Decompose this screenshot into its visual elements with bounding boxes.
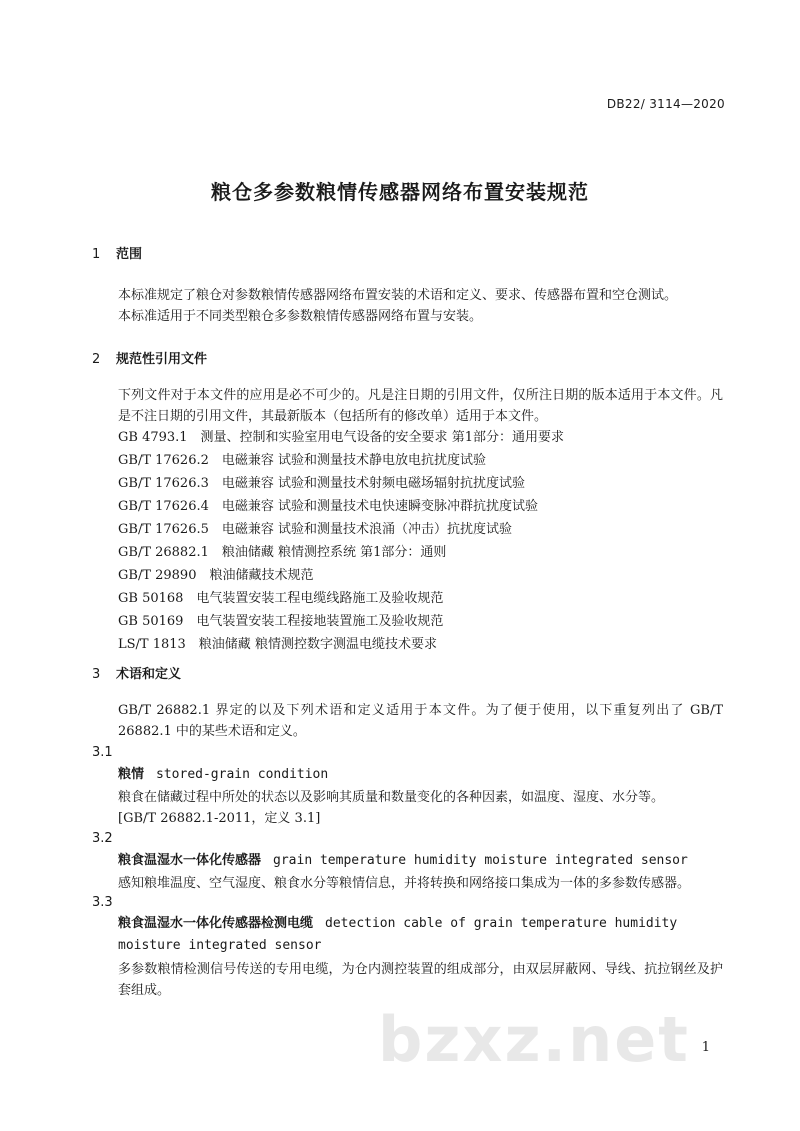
term-source: [GB/T 26882.1-2011，定义 3.1] — [118, 811, 321, 826]
term-definition-block — [118, 787, 723, 829]
reference-item: GB/T 17626.5 电磁兼容 试验和测量技术浪涌（冲击）抗扰度试验 — [118, 522, 513, 537]
term-chinese: 粮食温湿水一体化传感器检测电缆 — [118, 916, 314, 931]
term-english: grain temperature humidity moisture integrated sensor — [273, 853, 688, 868]
section-number: 3 — [92, 667, 101, 682]
clause-number: 3.2 — [92, 831, 113, 846]
section-number: 1 — [92, 247, 101, 262]
term-definition-block — [118, 959, 723, 1001]
term-definition-block — [118, 873, 723, 894]
reference-item: GB 50169 电气装置安装工程接地装置施工及验收规范 — [118, 614, 444, 629]
reference-item: GB/T 17626.2 电磁兼容 试验和测量技术静电放电抗扰度试验 — [118, 453, 487, 468]
term-entry — [118, 764, 728, 786]
reference-item: GB/T 26882.1 粮油储藏 粮情测控系统 第1部分：通则 — [118, 545, 447, 560]
term-chinese: 粮情 — [118, 767, 145, 782]
term-entry — [118, 913, 723, 957]
document-title: 粮仓多参数粮情传感器网络布置安装规范 — [211, 180, 589, 204]
page-number: 1 — [701, 1040, 710, 1055]
section-title: 术语和定义 — [116, 667, 182, 682]
paragraph: 本标准规定了粮仓对参数粮情传感器网络布置安装的术语和定义、要求、传感器布置和空仓测试。 — [118, 288, 678, 303]
section-2-heading — [92, 348, 207, 367]
reference-item: GB/T 17626.4 电磁兼容 试验和测量技术电快速瞬变脉冲群抗扰度试验 — [118, 499, 539, 514]
paragraph: 下列文件对于本文件的应用是必不可少的。凡是注日期的引用文件，仅所注日期的版本适用于本文件。凡是不注日期的引用文件，其最新版本（包括所有的修改单）适用于本文件。 — [118, 388, 723, 424]
section-2-intro — [118, 385, 723, 427]
reference-item: GB 4793.1 测量、控制和实验室用电气设备的安全要求 第1部分：通用要求 — [118, 430, 564, 445]
reference-item: GB 50168 电气装置安装工程电缆线路施工及验收规范 — [118, 591, 444, 606]
document-code: DB22/ 3114—2020 — [606, 97, 725, 111]
section-title: 规范性引用文件 — [116, 352, 208, 367]
term-english: stored-grain condition — [156, 767, 329, 782]
term-entry — [118, 850, 728, 872]
clause-number: 3.1 — [92, 745, 113, 760]
section-3-intro — [118, 700, 723, 742]
reference-item: LS/T 1813 粮油储藏 粮情测控数字测温电缆技术要求 — [118, 637, 437, 652]
term-chinese: 粮食温湿水一体化传感器 — [118, 853, 262, 868]
watermark-text: bzxz.net — [378, 1003, 690, 1076]
section-3-heading — [92, 663, 181, 682]
reference-item: GB/T 29890 粮油储藏技术规范 — [118, 568, 314, 583]
reference-item: GB/T 17626.3 电磁兼容 试验和测量技术射频电磁场辐射抗扰度试验 — [118, 476, 526, 491]
section-number: 2 — [92, 352, 101, 367]
clause-number: 3.3 — [92, 895, 113, 910]
paragraph: 本标准适用于不同类型粮仓多参数粮情传感器网络布置与安装。 — [118, 309, 483, 324]
term-definition: 多参数粮情检测信号传送的专用电缆，为仓内测控装置的组成部分，由双层屏蔽网、导线、抗拉钢丝及护套组成。 — [118, 962, 723, 998]
section-title: 范围 — [116, 247, 143, 262]
term-definition: 感知粮堆温度、空气湿度、粮食水分等粮情信息，并将转换和网络接口集成为一体的多参数传感器。 — [118, 876, 691, 891]
normative-references-list — [118, 426, 564, 656]
section-1-body — [118, 285, 723, 327]
term-definition: 粮食在储藏过程中所处的状态以及影响其质量和数量变化的各种因素，如温度、湿度、水分等。 — [118, 790, 665, 805]
section-1-heading — [92, 243, 142, 262]
paragraph: GB/T 26882.1 界定的以及下列术语和定义适用于本文件。为了便于使用，以下重复列出了 GB/T 26882.1 中的某些术语和定义。 — [118, 703, 723, 739]
term-english: detection cable of grain temperature humidity moisture integrated sensor — [118, 916, 678, 953]
